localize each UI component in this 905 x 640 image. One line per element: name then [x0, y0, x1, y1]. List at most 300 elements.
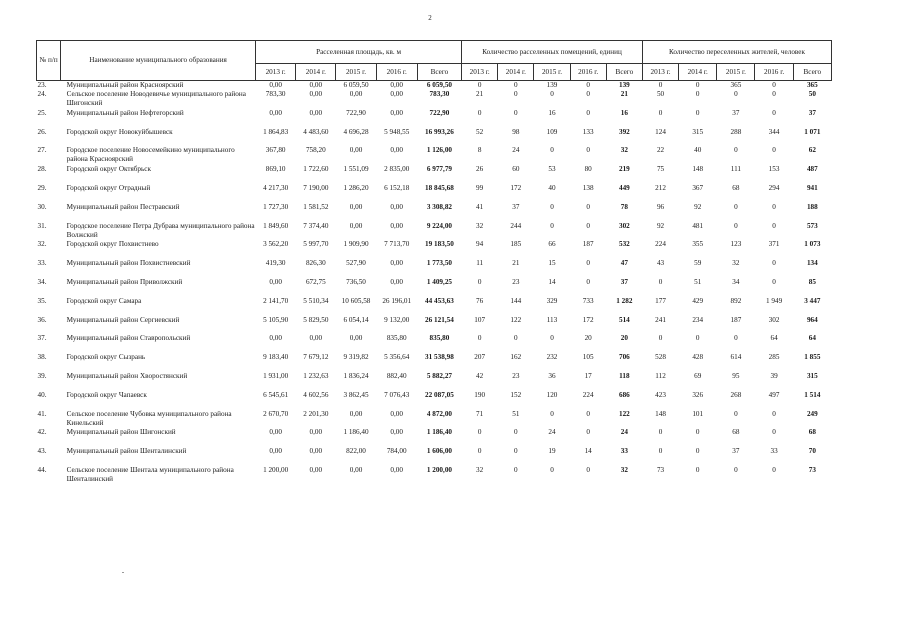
row-number: 44. — [37, 465, 47, 474]
municipality-name: Муниципальный район Шенталинский — [66, 447, 187, 456]
rooms-2015-cell: 14 — [548, 277, 556, 286]
residents-2015-cell: 68 — [732, 428, 740, 437]
area-total-cell: 835,80 — [429, 334, 450, 343]
area-2016-cell: 0,00 — [390, 108, 403, 117]
residents-2016-cell: 0 — [772, 81, 776, 89]
municipality-name: Сельское поселение Шентала муниципального района Шенталинский — [66, 465, 234, 483]
residents-2016-cell: 0 — [772, 428, 776, 437]
row-number: 43. — [37, 447, 47, 456]
residents-total-cell: 1 855 — [804, 353, 821, 362]
area-total-cell: 1 773,50 — [426, 259, 452, 268]
residents-total-cell: 188 — [806, 202, 818, 211]
residents-total-cell: 134 — [806, 259, 818, 268]
row-number: 41. — [37, 409, 47, 418]
residents-2015-cell: 34 — [732, 277, 740, 286]
table-row — [37, 334, 832, 353]
rooms-2016-cell: 172 — [582, 315, 594, 324]
header-residents-2015: 2015 г. — [717, 64, 755, 81]
table-row — [37, 146, 832, 165]
residents-2014-cell: 315 — [692, 127, 704, 136]
residents-2016-cell: 0 — [772, 259, 776, 268]
row-number: 24. — [37, 90, 47, 98]
area-2014-cell: 0,00 — [309, 428, 323, 437]
area-2016-cell: 7 713,70 — [384, 240, 410, 249]
area-2013-cell: 6 545,61 — [263, 390, 289, 399]
header-residents-2013: 2013 г. — [642, 64, 678, 81]
area-2013-cell: 4 217,30 — [263, 183, 289, 192]
rooms-2014-cell: 37 — [512, 202, 520, 211]
area-2016-cell: 5 356,64 — [384, 353, 410, 362]
area-2015-cell: 0,00 — [349, 465, 363, 474]
residents-2016-cell: 0 — [772, 277, 776, 286]
resettlement-table — [36, 40, 832, 485]
rooms-2016-cell: 187 — [582, 240, 594, 249]
residents-total-cell: 64 — [808, 334, 816, 343]
rooms-2015-cell: 0 — [550, 202, 554, 211]
area-total-cell: 1 126,00 — [426, 146, 452, 155]
residents-2013-cell: 0 — [658, 81, 663, 89]
residents-2013-cell: 124 — [655, 127, 666, 136]
municipality-name: Городской округ Самара — [66, 296, 142, 305]
area-2015-cell: 722,90 — [346, 108, 366, 117]
rooms-total-cell: 302 — [618, 221, 630, 230]
table-row — [37, 353, 832, 372]
residents-2016-cell: 344 — [768, 127, 780, 136]
table-row — [37, 109, 832, 128]
residents-2016-cell: 0 — [772, 108, 776, 117]
rooms-2014-cell: 23 — [512, 371, 520, 380]
rooms-2016-cell: 0 — [586, 221, 590, 230]
rooms-total-cell: 1 282 — [616, 296, 633, 305]
rooms-2016-cell: 138 — [582, 183, 594, 192]
residents-2014-cell: 92 — [694, 202, 702, 211]
residents-total-cell: 70 — [808, 447, 816, 456]
area-2014-cell: 5 510,34 — [303, 296, 329, 305]
table-row — [37, 428, 832, 447]
residents-2015-cell: 0 — [734, 334, 738, 343]
residents-2016-cell: 497 — [768, 390, 780, 399]
residents-total-cell: 249 — [806, 409, 818, 418]
rooms-2016-cell: 0 — [586, 81, 590, 89]
area-2015-cell: 4 696,28 — [343, 127, 369, 136]
area-2013-cell: 1 849,60 — [263, 221, 289, 230]
area-total-cell: 1 186,40 — [426, 428, 452, 437]
rooms-2013-cell: 0 — [477, 81, 482, 89]
row-number: 36. — [37, 315, 47, 324]
area-2013-cell: 0,00 — [269, 334, 282, 343]
area-total-cell: 4 872,00 — [426, 409, 452, 418]
residents-total-cell: 964 — [806, 315, 818, 324]
rooms-2016-cell: 0 — [586, 428, 590, 437]
rooms-2015-cell: 113 — [546, 315, 558, 324]
residents-2013-cell: 112 — [655, 371, 666, 380]
header-area-2014: 2014 г. — [296, 64, 336, 81]
area-2014-cell: 1 581,52 — [303, 202, 329, 211]
header-residents-2016: 2016 г. — [755, 64, 793, 81]
row-number: 35. — [37, 296, 47, 305]
residents-2015-cell: 268 — [730, 390, 742, 399]
rooms-2013-cell: 94 — [476, 240, 484, 249]
municipality-name: Муниципальный район Пестравский — [66, 202, 180, 211]
residents-2015-cell: 95 — [732, 371, 740, 380]
residents-2014-cell: 0 — [695, 81, 700, 89]
rooms-2013-cell: 0 — [477, 277, 482, 286]
rooms-2014-cell: 98 — [512, 127, 520, 136]
area-2015-cell: 822,00 — [346, 447, 366, 456]
area-2016-cell: 0,00 — [390, 428, 403, 437]
table-row — [37, 222, 832, 241]
table-row — [37, 184, 832, 203]
area-2016-cell: 2 835,00 — [384, 165, 410, 174]
table-row — [37, 203, 832, 222]
residents-2013-cell: 0 — [658, 447, 663, 456]
rooms-2016-cell: 20 — [584, 334, 592, 343]
municipality-name: Муниципальный район Сергиевский — [66, 315, 180, 324]
rooms-2016-cell: 14 — [584, 447, 592, 456]
area-2016-cell: 0,00 — [390, 259, 403, 268]
rooms-2014-cell: 60 — [512, 165, 520, 174]
table-row — [37, 316, 832, 335]
rooms-2013-cell: 8 — [477, 146, 482, 155]
rooms-2015-cell: 24 — [548, 428, 556, 437]
residents-2015-cell: 37 — [732, 447, 740, 456]
residents-2016-cell: 285 — [768, 353, 780, 362]
municipality-name: Городской округ Октябрьск — [66, 165, 151, 174]
residents-2016-cell: 302 — [768, 315, 780, 324]
area-2014-cell: 0,00 — [309, 447, 323, 456]
residents-2014-cell: 101 — [692, 409, 704, 418]
rooms-2015-cell: 329 — [546, 296, 558, 305]
rooms-total-cell: 449 — [618, 183, 630, 192]
table-row — [37, 297, 832, 316]
area-2015-cell: 527,90 — [346, 259, 366, 268]
municipality-name: Сельское поселение Новодевичье муниципального района Шигонский — [66, 90, 246, 107]
municipality-name: Городской округ Похвистнево — [66, 240, 159, 249]
rooms-2013-cell: 76 — [476, 296, 484, 305]
residents-2013-cell: 224 — [655, 240, 666, 249]
area-2014-cell: 4 483,60 — [303, 127, 329, 136]
residents-2014-cell: 69 — [694, 371, 702, 380]
row-number: 26. — [37, 127, 47, 136]
rooms-2015-cell: 0 — [550, 409, 554, 418]
area-2015-cell: 1 286,20 — [343, 183, 369, 192]
rooms-2016-cell: 224 — [582, 390, 594, 399]
residents-2013-cell: 96 — [656, 202, 665, 211]
residents-2013-cell: 0 — [658, 108, 663, 117]
residents-2013-cell: 92 — [656, 221, 665, 230]
rooms-2013-cell: 52 — [476, 127, 484, 136]
rooms-2016-cell: 80 — [584, 165, 592, 174]
row-number: 30. — [37, 202, 47, 211]
area-total-cell: 22 087,05 — [425, 390, 454, 399]
rooms-2013-cell: 0 — [477, 428, 482, 437]
area-2013-cell: 1 727,30 — [263, 202, 289, 211]
residents-2013-cell: 75 — [656, 165, 665, 174]
header-area-2016: 2016 г. — [376, 64, 417, 81]
area-2015-cell: 6 059,50 — [343, 81, 369, 89]
residents-2015-cell: 0 — [734, 202, 738, 211]
rooms-total-cell: 219 — [618, 165, 630, 174]
residents-total-cell: 3 447 — [804, 296, 821, 305]
area-2015-cell: 10 605,58 — [341, 296, 371, 305]
area-2016-cell: 0,00 — [390, 202, 403, 211]
header-group-area: Расселенная площадь, кв. м — [256, 41, 462, 64]
rooms-total-cell: 532 — [618, 240, 630, 249]
rooms-2016-cell: 0 — [586, 146, 590, 155]
area-2016-cell: 0,00 — [390, 221, 403, 230]
rooms-2015-cell: 120 — [546, 390, 558, 399]
residents-2015-cell: 614 — [730, 353, 742, 362]
rooms-total-cell: 122 — [618, 409, 630, 418]
municipality-name: Муниципальный район Ставропольский — [66, 334, 191, 343]
rooms-2016-cell: 0 — [586, 90, 590, 98]
header-group-rooms: Количество расселенных помещений, единиц — [462, 41, 643, 64]
rooms-2014-cell: 0 — [514, 465, 518, 474]
table-row — [37, 81, 832, 91]
area-total-cell: 31 538,98 — [425, 353, 454, 362]
rooms-2013-cell: 107 — [474, 315, 486, 324]
table-row — [37, 259, 832, 278]
residents-2013-cell: 212 — [655, 183, 666, 192]
residents-2014-cell: 326 — [692, 390, 704, 399]
residents-2016-cell: 39 — [770, 371, 778, 380]
area-total-cell: 6 977,79 — [426, 165, 452, 174]
area-2014-cell: 7 190,00 — [303, 183, 329, 192]
residents-2016-cell: 0 — [772, 90, 776, 98]
area-2013-cell: 367,80 — [265, 146, 286, 155]
table-row — [37, 410, 832, 429]
area-2013-cell: 5 105,90 — [263, 315, 289, 324]
area-2014-cell: 0,00 — [309, 465, 323, 474]
rooms-2015-cell: 0 — [550, 334, 554, 343]
area-2014-cell: 4 602,56 — [303, 390, 329, 399]
area-total-cell: 18 845,68 — [425, 183, 454, 192]
residents-2014-cell: 148 — [692, 165, 704, 174]
residents-2014-cell: 481 — [692, 221, 704, 230]
area-2016-cell: 5 948,55 — [384, 127, 410, 136]
rooms-2014-cell: 51 — [512, 409, 520, 418]
rooms-2014-cell: 0 — [514, 81, 518, 89]
area-2014-cell: 826,30 — [305, 259, 326, 268]
residents-total-cell: 85 — [808, 277, 816, 286]
residents-2016-cell: 0 — [772, 202, 776, 211]
row-number: 42. — [37, 428, 47, 437]
rooms-2015-cell: 0 — [550, 90, 554, 98]
rooms-2015-cell: 15 — [548, 259, 556, 268]
rooms-2014-cell: 144 — [510, 296, 522, 305]
row-number: 40. — [37, 390, 47, 399]
row-number: 34. — [37, 277, 47, 286]
rooms-2014-cell: 244 — [510, 221, 522, 230]
rooms-2015-cell: 66 — [548, 240, 556, 249]
rooms-2014-cell: 185 — [510, 240, 522, 249]
area-2015-cell: 1 186,40 — [343, 428, 369, 437]
table-row — [37, 90, 832, 109]
residents-2014-cell: 428 — [692, 353, 704, 362]
row-number: 25. — [37, 108, 47, 117]
row-number: 39. — [37, 371, 47, 380]
rooms-2013-cell: 99 — [476, 183, 484, 192]
table-body — [37, 81, 832, 485]
row-number: 38. — [37, 353, 47, 362]
residents-total-cell: 365 — [806, 81, 818, 89]
residents-2014-cell: 0 — [695, 90, 700, 98]
area-total-cell: 3 308,82 — [426, 202, 452, 211]
area-2015-cell: 9 319,82 — [343, 353, 369, 362]
residents-2016-cell: 33 — [770, 447, 778, 456]
rooms-total-cell: 21 — [620, 90, 628, 98]
residents-2013-cell: 73 — [656, 465, 665, 474]
area-2016-cell: 882,40 — [386, 371, 407, 380]
rooms-2013-cell: 32 — [476, 221, 484, 230]
header-group-residents: Количество переселенных жителей, человек — [642, 41, 831, 64]
area-2013-cell: 869,10 — [265, 165, 286, 174]
area-2016-cell: 0,00 — [390, 277, 403, 286]
rooms-2014-cell: 0 — [514, 108, 518, 117]
residents-2013-cell: 148 — [655, 409, 666, 418]
area-total-cell: 6 059,50 — [426, 81, 452, 89]
rooms-2013-cell: 0 — [477, 447, 482, 456]
residents-2014-cell: 0 — [695, 108, 700, 117]
residents-2016-cell: 64 — [770, 334, 778, 343]
table-row — [37, 447, 832, 466]
area-2013-cell: 419,30 — [265, 259, 286, 268]
area-2015-cell: 0,00 — [349, 146, 363, 155]
area-2016-cell: 784,00 — [386, 447, 407, 456]
area-2015-cell: 736,50 — [346, 277, 366, 286]
residents-2015-cell: 892 — [730, 296, 742, 305]
header-num: № п/п — [37, 41, 61, 81]
area-2013-cell: 2 670,70 — [263, 409, 289, 418]
rooms-2014-cell: 0 — [514, 334, 518, 343]
residents-2014-cell: 0 — [695, 334, 700, 343]
rooms-2014-cell: 0 — [514, 90, 518, 98]
rooms-total-cell: 37 — [620, 277, 628, 286]
area-2015-cell: 1 836,24 — [343, 371, 369, 380]
area-2015-cell: 6 054,14 — [343, 315, 369, 324]
residents-2015-cell: 68 — [732, 183, 740, 192]
rooms-2013-cell: 41 — [476, 202, 484, 211]
area-2014-cell: 5 997,70 — [303, 240, 329, 249]
residents-2016-cell: 371 — [768, 240, 780, 249]
area-total-cell: 1 200,00 — [426, 465, 452, 474]
rooms-2013-cell: 0 — [477, 334, 482, 343]
rooms-2014-cell: 172 — [510, 183, 522, 192]
area-2013-cell: 1 200,00 — [263, 465, 289, 474]
area-total-cell: 44 453,63 — [425, 296, 454, 305]
residents-2016-cell: 294 — [768, 183, 780, 192]
residents-total-cell: 37 — [808, 108, 816, 117]
residents-total-cell: 487 — [806, 165, 818, 174]
header-name: Наименование муниципального образования — [61, 41, 256, 81]
row-number: 23. — [37, 81, 47, 89]
header-area-2015: 2015 г. — [336, 64, 376, 81]
municipality-name: Муниципальный район Красноярский — [66, 81, 184, 89]
header-rooms-total: Всего — [606, 64, 642, 81]
residents-2015-cell: 187 — [730, 315, 742, 324]
rooms-2014-cell: 0 — [514, 428, 518, 437]
rooms-total-cell: 16 — [620, 108, 628, 117]
municipality-name: Муниципальный район Хворостянский — [66, 371, 188, 380]
row-number: 31. — [37, 221, 47, 230]
area-2014-cell: 0,00 — [309, 334, 323, 343]
rooms-total-cell: 78 — [620, 202, 628, 211]
rooms-2014-cell: 21 — [512, 259, 520, 268]
area-total-cell: 1 409,25 — [426, 277, 452, 286]
area-2015-cell: 0,00 — [349, 334, 363, 343]
rooms-2016-cell: 0 — [586, 409, 590, 418]
header-residents-total: Всего — [793, 64, 831, 81]
table-row — [37, 128, 832, 147]
rooms-2014-cell: 162 — [510, 353, 522, 362]
area-2013-cell: 0,00 — [269, 428, 282, 437]
area-2013-cell: 0,00 — [269, 81, 282, 89]
rooms-2014-cell: 23 — [512, 277, 520, 286]
rooms-total-cell: 24 — [620, 428, 628, 437]
rooms-2015-cell: 0 — [550, 465, 554, 474]
municipality-name: Муниципальный район Похвистневский — [66, 259, 191, 268]
residents-2013-cell: 0 — [658, 277, 663, 286]
residents-total-cell: 68 — [808, 428, 816, 437]
municipality-name: Городское поселение Петра Дубрава муниципального района Волжский — [66, 221, 255, 239]
area-2014-cell: 5 829,50 — [303, 315, 329, 324]
rooms-2015-cell: 232 — [546, 353, 558, 362]
residents-total-cell: 50 — [808, 90, 816, 98]
rooms-total-cell: 514 — [618, 315, 630, 324]
residents-2015-cell: 288 — [730, 127, 742, 136]
municipality-name: Городской округ Новокуйбышевск — [66, 127, 173, 136]
residents-2015-cell: 0 — [734, 221, 738, 230]
residents-2015-cell: 32 — [732, 259, 740, 268]
residents-2015-cell: 0 — [734, 409, 738, 418]
residents-2013-cell: 177 — [655, 296, 666, 305]
rooms-2016-cell: 105 — [582, 353, 594, 362]
area-2016-cell: 9 132,00 — [384, 315, 410, 324]
area-2016-cell: 0,00 — [390, 409, 403, 418]
rooms-2015-cell: 109 — [546, 127, 558, 136]
rooms-total-cell: 392 — [618, 127, 630, 136]
rooms-2016-cell: 733 — [582, 296, 594, 305]
row-number: 27. — [37, 146, 47, 155]
residents-2014-cell: 0 — [695, 428, 700, 437]
municipality-name: Городской округ Сызрань — [66, 353, 146, 362]
residents-total-cell: 1 514 — [804, 390, 821, 399]
rooms-total-cell: 33 — [620, 447, 628, 456]
rooms-2015-cell: 0 — [550, 221, 554, 230]
area-2013-cell: 783,30 — [265, 90, 286, 98]
area-2016-cell: 0,00 — [390, 90, 403, 98]
residents-2014-cell: 429 — [692, 296, 704, 305]
area-2016-cell: 0,00 — [390, 146, 403, 155]
area-2014-cell: 0,00 — [309, 81, 323, 89]
residents-total-cell: 73 — [808, 465, 816, 474]
header-residents-2014: 2014 г. — [679, 64, 717, 81]
residents-2013-cell: 0 — [658, 428, 663, 437]
area-2016-cell: 6 152,18 — [384, 183, 410, 192]
rooms-2013-cell: 32 — [476, 465, 484, 474]
residents-2015-cell: 0 — [734, 465, 738, 474]
area-2015-cell: 1 909,90 — [343, 240, 369, 249]
area-total-cell: 722,90 — [429, 108, 450, 117]
area-2013-cell: 3 562,20 — [263, 240, 289, 249]
residents-2013-cell: 0 — [658, 334, 663, 343]
row-number: 29. — [37, 183, 47, 192]
row-number: 37. — [37, 334, 47, 343]
municipality-name: Муниципальный район Шигонский — [66, 428, 176, 437]
residents-2015-cell: 0 — [734, 90, 738, 98]
area-2013-cell: 0,00 — [269, 108, 282, 117]
area-total-cell: 783,30 — [429, 90, 450, 98]
